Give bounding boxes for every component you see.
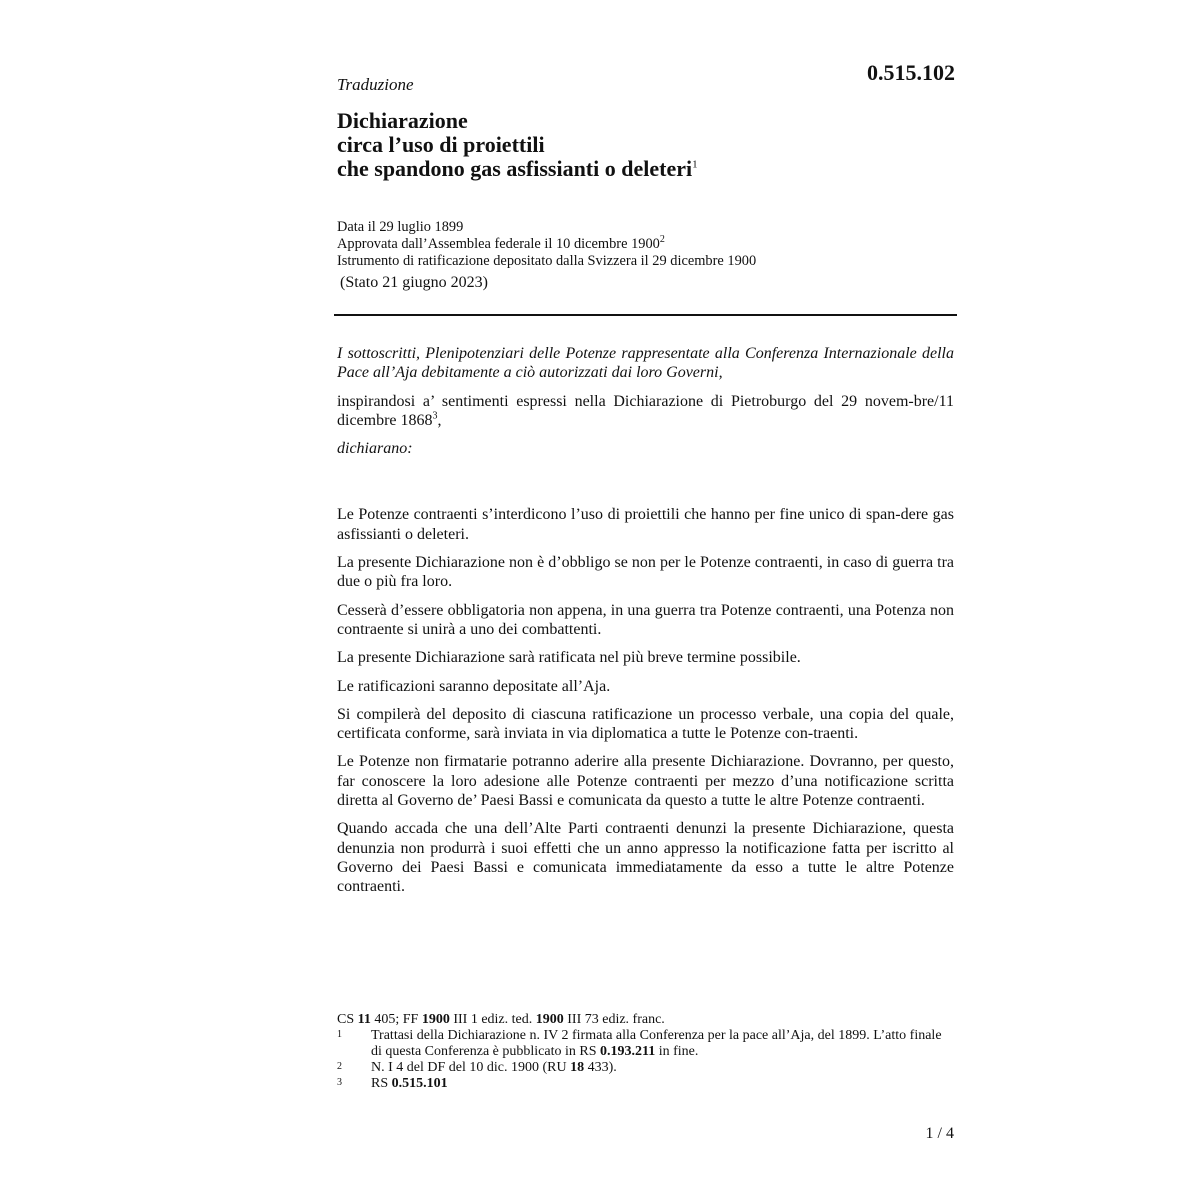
meta-approved-text: Approvata dall’Assemblea federale il 10 dicembre 1900 [337,236,660,252]
page-number: 1 / 4 [925,1125,954,1142]
footnote-ref-2[interactable]: 2 [659,234,665,246]
systematic-number: 0.515.102 [867,60,955,85]
footnote-3 [337,1076,954,1092]
source-cs-rest: 405; FF [370,1012,422,1027]
section-gap [337,467,954,505]
footnote-2-body: N. I 4 del DF del 10 dic. 1900 (RU [371,1060,571,1075]
footnote-1 [337,1028,954,1060]
document-title [337,109,698,181]
source-reference [337,1012,954,1028]
footnote-1-number: 1 [337,1029,342,1040]
source-ff2-bold: 1900 [535,1012,564,1027]
paragraph-8: Quando accada che una dell’Alte Parti contraenti denunzi la presente Dichiarazione, questa denunzia non produrrà i suoi effetti che un anno appresso la notificazione fatta per iscritto al Governo dei Paesi Bassi e comunicata immediatamente da esso a tutte le altre Potenze contraenti. [337,820,954,896]
source-ff1-rest: III 1 ediz. ted. [449,1012,536,1027]
paragraph-3: Cesserà d’essere obbligatoria non appena, in una guerra tra Potenze contraenti, una Potenza non contraente si unirà a uno dei combattenti. [337,601,954,638]
footnote-2-end: 433). [584,1060,617,1075]
footnote-3-text [371,1076,954,1092]
document-metadata [337,219,756,270]
source-ff1-bold: 1900 [421,1012,450,1027]
footnote-1-body: Trattasi della Dichiarazione n. IV 2 firmata alla Conferenza per la pace all’Aja, del 1899. L’atto finale di questa Conferenza è pubblicato in RS [371,1028,942,1059]
preamble-2-text: inspirandosi a’ sentimenti espressi nella Dichiarazione di Pietroburgo del 29 novem-bre/11 dicembre 1868 [337,392,954,429]
source-ff2-rest: III 73 ediz. franc. [563,1012,665,1027]
footnote-2-text [371,1060,954,1076]
paragraph-4: La presente Dichiarazione sarà ratificata nel più breve termine possibile. [337,649,801,667]
preamble-2-end: , [437,411,442,429]
document-label: Traduzione [337,75,414,94]
status-date: (Stato 21 giugno 2023) [340,274,488,291]
footnote-3-link[interactable]: 0.515.101 [391,1076,448,1091]
preamble-2 [337,392,954,431]
title-line-3 [337,157,698,181]
footnotes [337,1012,954,1092]
source-cs-bold: 11 [357,1012,371,1027]
footnote-3-body: RS [371,1076,392,1091]
footnote-1-text [371,1028,954,1060]
footnote-3-number: 3 [337,1077,342,1088]
footnote-ref-1[interactable]: 1 [692,158,698,171]
footnote-1-link[interactable]: 0.193.211 [600,1044,656,1059]
paragraph-7: Le Potenze non firmatarie potranno aderire alla presente Dichiarazione. Dovranno, per questo, far conoscere la loro adesione alle Potenze contraenti per mezzo d’una notificazione scritta diretta al Governo de’ Paesi Bassi e comunicata da questo a tutte le altre Potenze contraenti. [337,753,954,810]
footnote-1-end: in fine. [655,1044,699,1059]
paragraph-2: La presente Dichiarazione non è d’obbligo se non per le Potenze contraenti, in caso di guerra tra due o più fra loro. [337,554,954,591]
preamble-1: I sottoscritti, Plenipotenziari delle Potenze rappresentate alla Conferenza Internazionale della Pace all’Aja debitamente a ciò autorizzati dai loro Governi, [337,345,954,382]
meta-approved [337,236,756,253]
footnote-2 [337,1060,954,1076]
paragraph-1: Le Potenze contraenti s’interdicono l’uso di proiettili che hanno per fine unico di span-dere gas asfissianti o deleteri. [337,506,954,543]
footnote-ref-3[interactable]: 3 [432,410,438,422]
meta-ratification: Istrumento di ratificazione depositato dalla Svizzera il 29 dicembre 1900 [337,253,757,269]
title-line-2: circa l’uso di proiettili [337,132,545,157]
footnote-2-link[interactable]: 18 [570,1060,585,1075]
preamble-3: dichiarano: [337,440,413,458]
title-line-1: Dichiarazione [337,108,468,133]
footnote-2-number: 2 [337,1061,342,1072]
source-cs: CS [337,1012,358,1027]
document-body [337,344,954,906]
title-line-3-text: che spandono gas asfissianti o deleteri [337,156,693,181]
header-divider [334,314,957,316]
meta-date: Data il 29 luglio 1899 [337,219,464,235]
paragraph-5: Le ratificazioni saranno depositate all’Aja. [337,677,611,695]
paragraph-6: Si compilerà del deposito di ciascuna ratificazione un processo verbale, una copia del quale, certificata conforme, sarà inviata in via diplomatica a tutte le Potenze con-traenti. [337,705,954,743]
